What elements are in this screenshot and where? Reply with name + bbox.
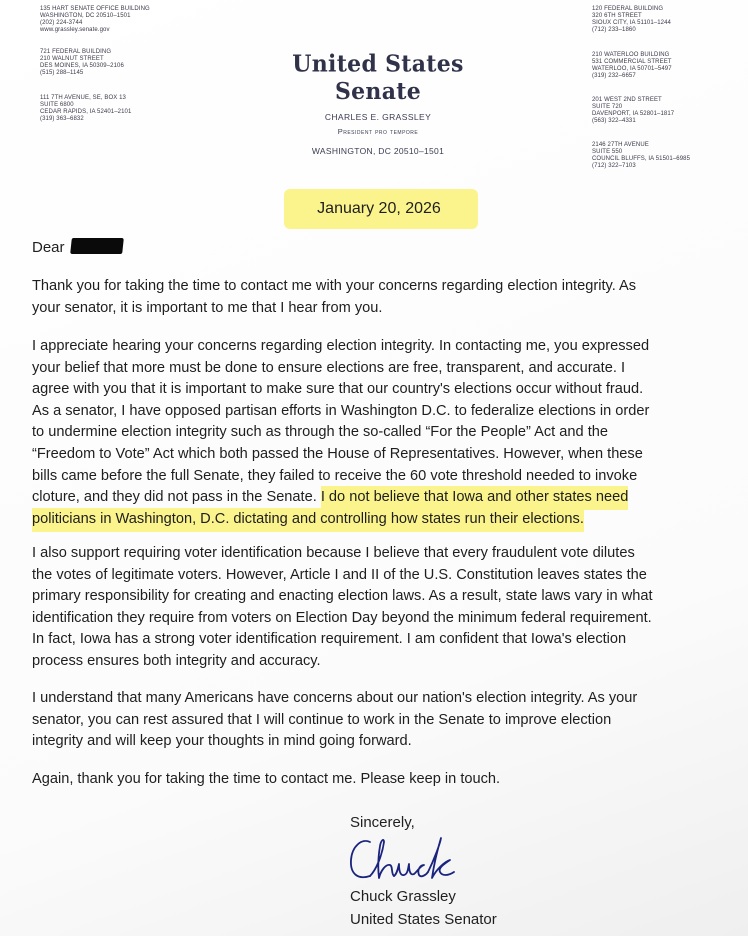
salutation	[32, 238, 123, 258]
office-line: 210 WATERLOO BUILDING	[592, 52, 670, 58]
left-office-des-moines	[40, 49, 124, 77]
text-line: process ensures both integrity and accuracy.	[32, 652, 321, 669]
text-line: I appreciate hearing your concerns regarding election integrity. In contacting me, you expressed	[32, 338, 650, 354]
text-line: I also support requiring voter identification because I believe that every fraudulent vote dilutes	[32, 545, 635, 561]
office-line: DES MOINES, IA 50309–2106	[40, 63, 124, 69]
office-line: 120 FEDERAL BUILDING	[592, 6, 664, 12]
paragraph-2	[32, 336, 732, 530]
office-line: SUITE 550	[592, 149, 623, 155]
text-line: primary responsibility for creating and enacting election laws. As a result, state laws vary in what	[32, 588, 653, 605]
signature-stroke-h	[370, 840, 394, 878]
text-line: the votes of legitimate voters. However, Article I and II of the U.S. Constitution leaves states the	[32, 566, 647, 583]
office-line: COUNCIL BLUFFS, IA 51501–6985	[592, 156, 691, 162]
text-line: As a senator, I have opposed partisan efforts in Washington D.C. to federalize elections in order	[32, 402, 650, 419]
signature-stroke-u	[394, 864, 414, 876]
office-line: WATERLOO, IA 50701–5497	[592, 66, 672, 72]
signature-stroke-c	[351, 841, 370, 877]
text-line: Thank you for taking the time to contact me with your concerns regarding election integrity. As	[32, 278, 637, 294]
signature	[340, 830, 470, 890]
text-line: integrity and will keep your thoughts in mind going forward.	[32, 733, 412, 750]
office-line: (202) 224-3744	[40, 20, 83, 26]
text-line: agree with you that it is important to make sure that our country's elections occur without fraud.	[32, 381, 644, 398]
letterhead-center	[250, 52, 506, 157]
text-line: I understand that many Americans have concerns about our nation's election integrity. As your	[32, 690, 638, 706]
text-line: bills came before the full Senate, they failed to receive the 60 vote threshold needed to invoke	[32, 467, 638, 484]
right-office-sioux-city	[592, 6, 671, 34]
signer-name: Chuck Grassley	[350, 888, 456, 905]
right-office-waterloo	[592, 52, 672, 80]
office-line: DAVENPORT, IA 52801–1817	[592, 111, 675, 117]
senate-address: WASHINGTON, DC 20510–1501	[311, 146, 445, 156]
text-line: senator, you can rest assured that I will continue to work in the Senate to improve election	[32, 711, 612, 728]
paragraph-4	[32, 688, 732, 753]
paragraph-3	[32, 543, 732, 673]
paragraph-1	[32, 276, 732, 319]
text-line-highlighted	[32, 509, 732, 531]
left-office-dc	[40, 6, 150, 34]
signature-stroke-k	[428, 838, 454, 878]
office-line: (515) 288–1145	[40, 70, 84, 76]
office-line: 721 FEDERAL BUILDING	[40, 49, 112, 55]
signer-title: United States Senator	[350, 911, 497, 928]
senator-name: CHARLES E. GRASSLEY	[324, 112, 432, 122]
office-line: SUITE 720	[592, 104, 623, 110]
office-line: (712) 233–1860	[592, 27, 636, 33]
text-line: identification they require from voters on Election Day beyond the minimum federal requirement.	[32, 609, 652, 626]
redacted-name	[70, 238, 124, 254]
office-line: (319) 363–6832	[40, 116, 84, 122]
office-line: (563) 322–4331	[592, 118, 636, 124]
office-line: 135 HART SENATE OFFICE BUILDING	[40, 6, 150, 12]
text-line: your belief that more must be done to ensure elections are free, transparent, and accurate. I	[32, 359, 626, 376]
office-line: CEDAR RAPIDS, IA 52401–2101	[40, 109, 132, 115]
text-line: “Freedom to Vote” Act which both passed the House of Representatives. However, when these	[32, 445, 643, 462]
highlighted-text: politicians in Washington, D.C. dictating and controlling how states run their elections.	[32, 508, 584, 532]
text-line: to undermine election integrity such as through the so-called “For the People” Act and the	[32, 424, 608, 441]
text-line-highlighted	[32, 487, 732, 509]
office-line: SUITE 6800	[40, 102, 74, 108]
office-line: WASHINGTON, DC 20510–1501	[40, 13, 131, 19]
salutation-text: Dear	[32, 239, 65, 256]
closing: Sincerely,	[350, 814, 415, 831]
highlighted-text: I do not believe that Iowa and other states need	[321, 486, 629, 510]
letter-date: January 20, 2026	[317, 200, 441, 217]
office-website: www.grassley.senate.gov	[40, 27, 110, 33]
senator-role: President pro tempore	[337, 127, 419, 136]
text-line: Again, thank you for taking the time to contact me. Please keep in touch.	[32, 771, 501, 787]
text-plain: cloture, and they did not pass in the Senate.	[32, 489, 321, 506]
office-line: (319) 232–6657	[592, 73, 636, 79]
paragraph-5	[32, 769, 732, 791]
left-office-cedar-rapids	[40, 95, 131, 123]
office-line: 2146 27TH AVENUE	[592, 142, 649, 148]
office-line: 111 7TH AVENUE, SE, BOX 13	[40, 95, 126, 101]
signature-stroke-c2	[414, 865, 428, 876]
office-line: SIOUX CITY, IA 51101–1244	[592, 20, 671, 26]
office-line: 201 WEST 2ND STREET	[592, 97, 662, 103]
right-office-davenport	[592, 97, 674, 125]
senate-title: United States Senate	[292, 50, 464, 106]
office-line: (712) 322–7103	[592, 163, 636, 169]
office-line: 320 6TH STREET	[592, 13, 642, 19]
text-line: In fact, Iowa has a strong voter identification requirement. I am confident that Iowa's election	[32, 631, 627, 648]
office-line: 210 WALNUT STREET	[40, 56, 104, 62]
right-office-council-bluffs	[592, 142, 690, 170]
office-line: 531 COMMERCIAL STREET	[592, 59, 672, 65]
text-line: your senator, it is important to me that I hear from you.	[32, 299, 383, 316]
